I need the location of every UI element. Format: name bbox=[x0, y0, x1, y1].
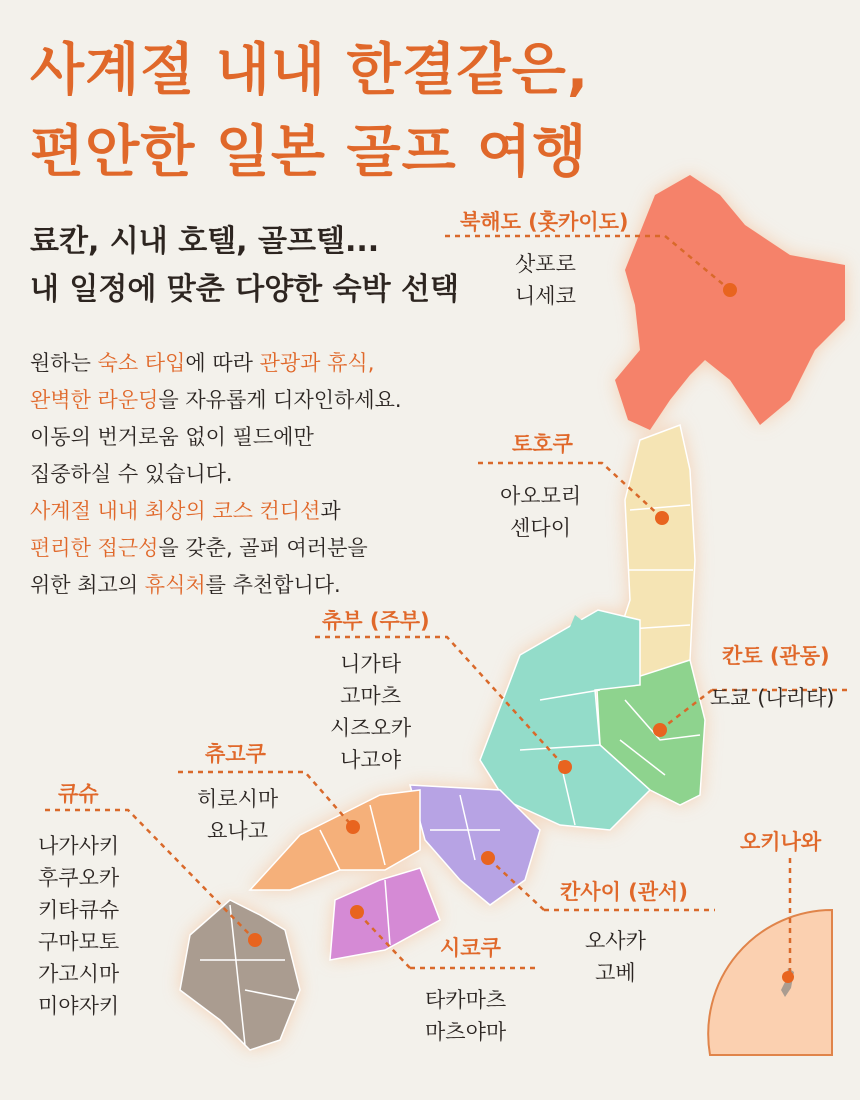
highlight-text: 휴식처 bbox=[144, 573, 206, 597]
label-hokkaido: 북해도 (홋카이도) bbox=[460, 210, 629, 234]
label-okinawa: 오키나와 bbox=[740, 830, 822, 854]
region-kyushu bbox=[180, 900, 300, 1050]
hokkaido-shape bbox=[615, 175, 845, 430]
city-name: 시즈오카 bbox=[330, 716, 412, 740]
body-text-segment: 집중하실 수 있습니다. bbox=[30, 462, 233, 486]
city-name: 후쿠오카 bbox=[38, 866, 120, 890]
body-text-segment: 을 자유롭게 디자인하세요. bbox=[158, 388, 402, 412]
highlight-text: 사계절 내내 최상의 코스 컨디션 bbox=[30, 499, 321, 523]
marker-kyushu bbox=[248, 933, 262, 947]
region-shikoku bbox=[330, 868, 440, 960]
city-name: 오사카 bbox=[585, 929, 646, 953]
city-name: 센다이 bbox=[510, 516, 571, 540]
marker-chugoku bbox=[346, 820, 360, 834]
marker-kanto bbox=[653, 723, 667, 737]
city-name: 나가사키 bbox=[38, 834, 120, 858]
title-line-1: 사계절 내내 한결같은, bbox=[30, 38, 590, 103]
cities-kansai bbox=[585, 925, 646, 989]
body-text-segment: 이동의 번거로움 없이 필드에만 bbox=[30, 425, 314, 449]
cities-shikoku bbox=[425, 984, 506, 1048]
city-name: 니가타 bbox=[340, 652, 401, 676]
body-text-segment: 과 bbox=[320, 499, 341, 523]
marker-shikoku bbox=[350, 905, 364, 919]
city-name: 가고시마 bbox=[38, 962, 120, 986]
subtitle-line-2: 내 일정에 맞춘 다양한 숙박 선택 bbox=[30, 272, 459, 307]
city-name: 구마모토 bbox=[38, 930, 120, 954]
city-name: 히로시마 bbox=[197, 787, 279, 811]
marker-okinawa bbox=[782, 971, 794, 983]
cities-kanto bbox=[710, 682, 835, 714]
city-name: 아오모리 bbox=[500, 484, 582, 508]
city-name: 니세코 bbox=[515, 284, 576, 308]
title-line-2: 편안한 일본 골프 여행 bbox=[30, 120, 588, 185]
highlight-text: 관광과 휴식, bbox=[259, 351, 375, 375]
cities-hokkaido bbox=[515, 248, 576, 312]
cities-tohoku bbox=[500, 480, 581, 544]
label-chubu: 츄부 (주부) bbox=[322, 609, 430, 633]
city-name: 고베 bbox=[595, 961, 636, 985]
cities-chugoku bbox=[197, 783, 278, 847]
label-shikoku: 시코쿠 bbox=[440, 936, 501, 960]
okinawa-inset bbox=[708, 910, 832, 1055]
city-name: 타카마츠 bbox=[425, 988, 507, 1012]
highlight-text: 편리한 접근성 bbox=[30, 536, 159, 560]
highlight-text: 완벽한 라운딩 bbox=[30, 388, 159, 412]
city-name: 요나고 bbox=[207, 819, 268, 843]
subtitle-line-1: 료칸, 시내 호텔, 골프텔... bbox=[30, 224, 380, 259]
body-text-segment: 를 추천합니다. bbox=[205, 573, 341, 597]
cities-kyushu bbox=[38, 830, 119, 1022]
marker-chubu bbox=[558, 760, 572, 774]
city-name: 마츠야마 bbox=[425, 1020, 507, 1044]
body-text-segment: 원하는 bbox=[30, 351, 98, 375]
city-name: 도쿄 (나리타) bbox=[710, 686, 835, 710]
city-name: 키타큐슈 bbox=[38, 898, 120, 922]
body-text-segment: 에 따라 bbox=[185, 351, 260, 375]
city-name: 삿포로 bbox=[515, 252, 576, 276]
city-name: 미야자키 bbox=[38, 994, 120, 1018]
marker-kansai bbox=[481, 851, 495, 865]
okinawa-inset-frame bbox=[708, 910, 832, 1055]
body-text-segment: 위한 최고의 bbox=[30, 573, 145, 597]
kyushu-shape bbox=[180, 900, 300, 1050]
label-kyushu: 큐슈 bbox=[58, 782, 99, 806]
label-kansai: 칸사이 (관서) bbox=[560, 880, 688, 904]
region-hokkaido bbox=[615, 175, 845, 430]
body-text-segment: 을 갖춘, 골퍼 여러분을 bbox=[158, 536, 368, 560]
cities-chubu bbox=[330, 648, 411, 776]
label-chugoku: 츄고쿠 bbox=[205, 742, 266, 766]
marker-hokkaido bbox=[723, 283, 737, 297]
label-tohoku: 토호쿠 bbox=[512, 432, 573, 456]
label-kanto: 칸토 (관동) bbox=[722, 644, 830, 668]
marker-tohoku bbox=[655, 511, 669, 525]
city-name: 나고야 bbox=[340, 748, 401, 772]
highlight-text: 숙소 타입 bbox=[97, 351, 186, 375]
city-name: 고마츠 bbox=[340, 684, 401, 708]
